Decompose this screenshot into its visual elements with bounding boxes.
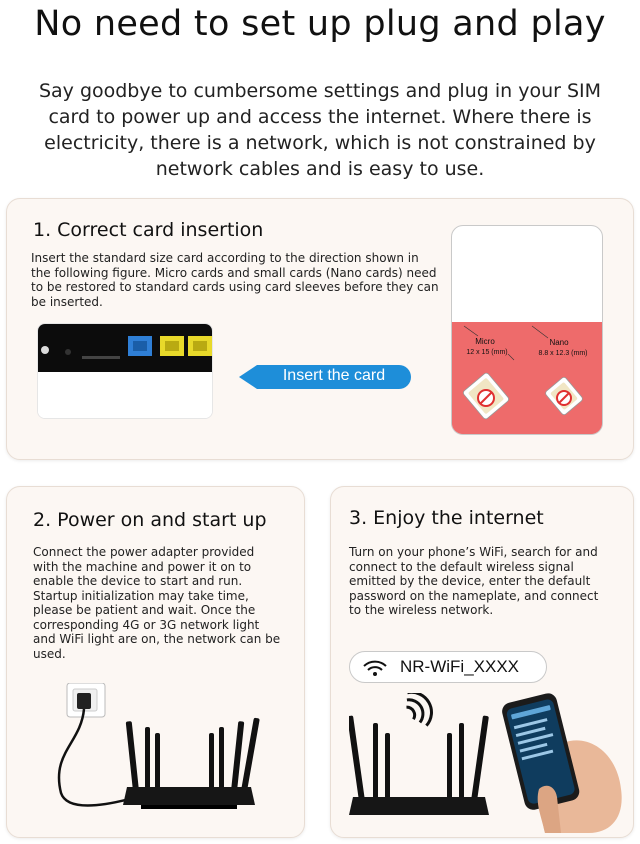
sim-slot bbox=[82, 356, 120, 359]
sim-micro-dimensions: 12 x 15 (mm) bbox=[466, 349, 508, 356]
no-entry-icon bbox=[557, 391, 571, 405]
insert-card-button[interactable] bbox=[239, 364, 411, 390]
insert-card-label: Insert the card bbox=[282, 367, 386, 384]
step2-title: 2. Power on and start up bbox=[33, 509, 267, 531]
step1-description: Insert the standard size card according to the direction shown in the following figure. Micro cards and small cards (Nano cards) need to be restored to standard cards using card sleeves before they can be inserted. bbox=[31, 251, 439, 309]
page-headline: No need to set up plug and play bbox=[34, 4, 606, 44]
router-power-illustration bbox=[41, 683, 281, 823]
step1-title: 1. Correct card insertion bbox=[33, 219, 264, 241]
step3-description: Turn on your phone’s WiFi, search for and connect to the default wireless signal emitted by the device, enter the default password on the nameplate, and connect to the wireless network. bbox=[349, 545, 599, 617]
step-card-card-insertion bbox=[6, 198, 634, 460]
no-entry-icon bbox=[478, 390, 494, 406]
wifi-ssid: NR-WiFi_XXXX bbox=[400, 657, 520, 676]
step-card-power-on bbox=[6, 486, 305, 838]
step2-description: Connect the power adapter provided with the machine and power it on to enable the device to start and run. Startup initialization may take time, please be patient and wait. Once the corresponding 4G or 3G network light and WiFi light are on, the network can be used. bbox=[33, 545, 281, 661]
sim-micro-label: Micro bbox=[475, 337, 495, 346]
router-port-panel bbox=[37, 323, 213, 419]
wifi-network-pill[interactable] bbox=[349, 651, 547, 683]
sim-nano-label: Nano bbox=[549, 338, 569, 347]
intro-paragraph: Say goodbye to cumbersome settings and plug in your SIM card to power up and access the internet. Where there is electricity, there is a network, which is not constrained by network cables and is easy to use. bbox=[38, 80, 602, 180]
wifi-waves-icon bbox=[406, 693, 438, 726]
step3-title: 3. Enjoy the internet bbox=[349, 507, 544, 529]
wifi-icon bbox=[362, 660, 388, 676]
sim-nano-dimensions: 8.8 x 12.3 (mm) bbox=[538, 350, 588, 357]
step-card-enjoy-internet bbox=[330, 486, 634, 838]
power-plug-icon bbox=[67, 683, 105, 717]
sim-size-diagram bbox=[451, 225, 603, 435]
router-phone-illustration bbox=[349, 693, 629, 833]
